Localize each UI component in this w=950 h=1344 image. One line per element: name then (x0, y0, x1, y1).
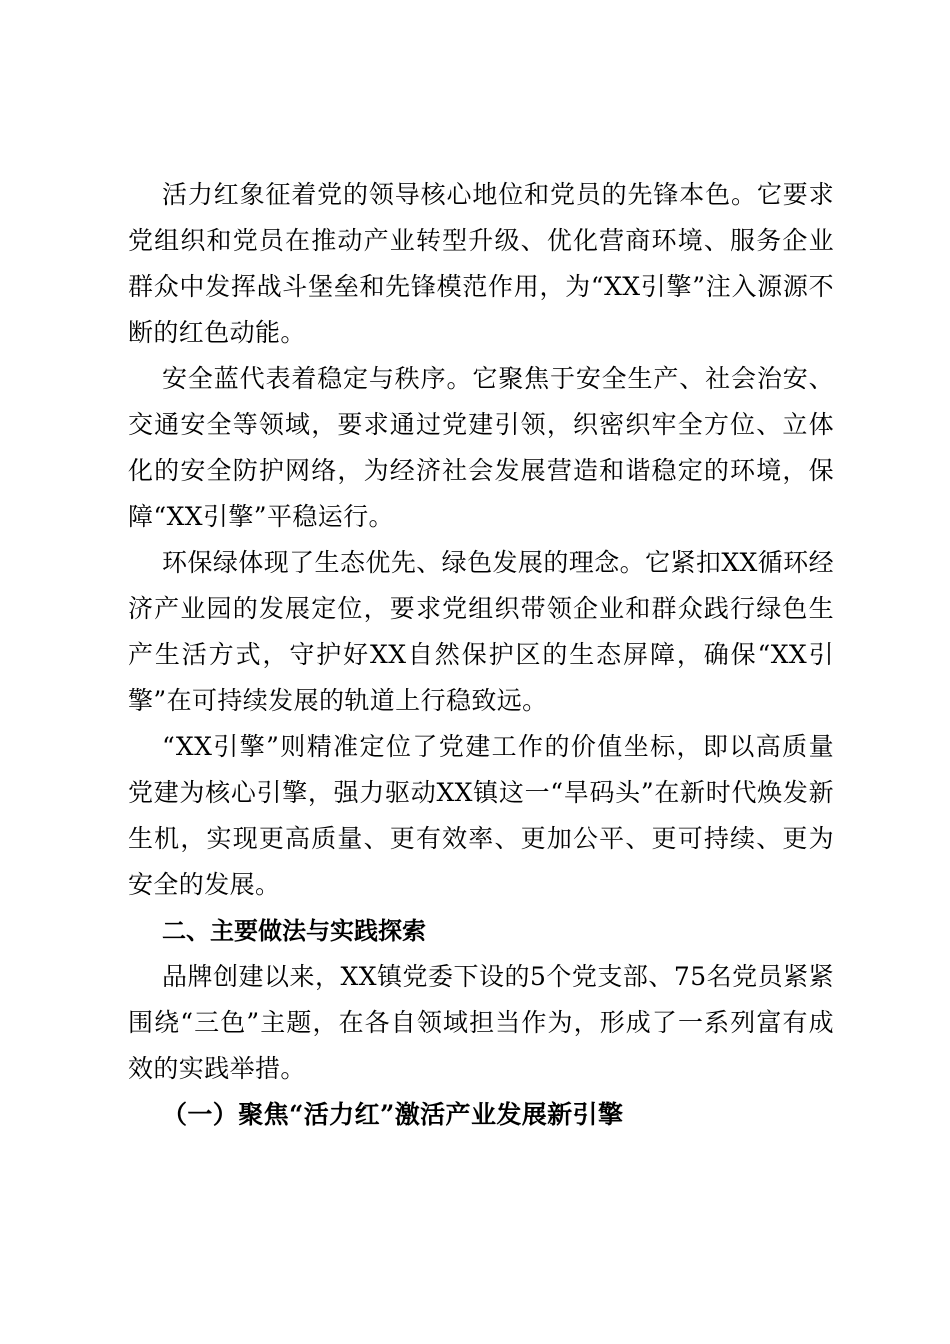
document-page (128, 172, 834, 1138)
section-intro-paragraph: 品牌创建以来，XX镇党委下设的5个党支部、75名党员紧紧围绕“三色”主题，在各自领域担当作为，形成了一系列富有成效的实践举措。 (128, 962, 834, 1083)
paragraph-vitality-red: 活力红象征着党的领导核心地位和党员的先锋本色。它要求党组织和党员在推动产业转型升级、优化营商环境、服务企业群众中发挥战斗堡垒和先锋模范作用，为“XX引擎”注入源源不断的红色动能。 (128, 180, 834, 347)
paragraph-eco-green: 环保绿体现了生态优先、绿色发展的理念。它紧扣XX循环经济产业园的发展定位，要求党组织带领企业和群众践行绿色生产生活方式，守护好XX自然保护区的生态屏障，确保“XX引擎”在可持续发展的轨道上行稳致远。 (128, 548, 834, 715)
paragraph-safety-blue: 安全蓝代表着稳定与秩序。它聚焦于安全生产、社会治安、交通安全等领域，要求通过党建引领，织密织牢全方位、立体化的安全防护网络，为经济社会发展营造和谐稳定的环境，保障“XX引擎”平稳运行。 (128, 364, 834, 531)
paragraph-engine: “XX引擎”则精准定位了党建工作的价值坐标，即以高质量党建为核心引擎，强力驱动XX镇这一“旱码头”在新时代焕发新生机，实现更高质量、更有效率、更加公平、更可持续、更为安全的发展。 (128, 732, 834, 899)
section-heading: 二、主要做法与实践探索 (162, 917, 426, 945)
subsection-heading: （一）聚焦“活力红”激活产业发展新引擎 (162, 1100, 624, 1129)
